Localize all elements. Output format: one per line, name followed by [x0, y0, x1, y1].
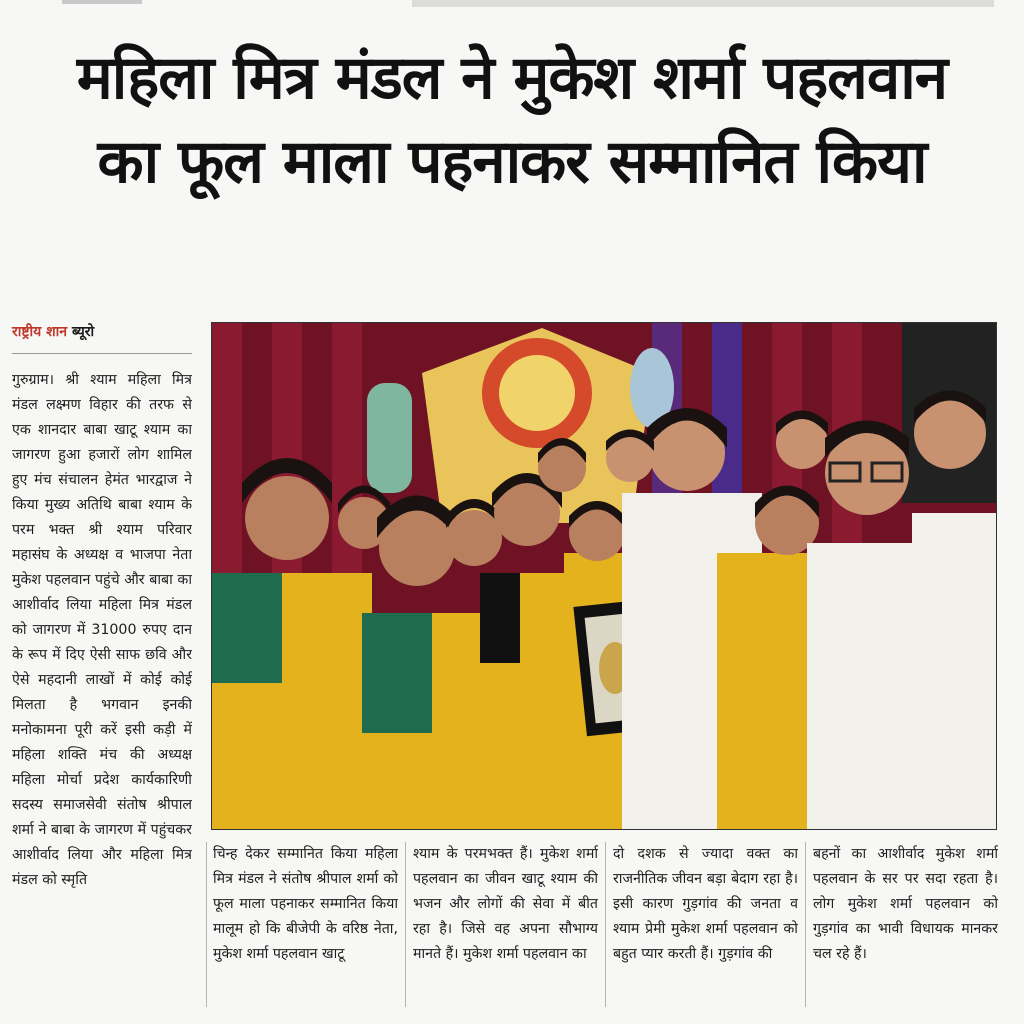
headline-line-2: का फूल माला पहनाकर सम्मानित किया: [97, 127, 927, 197]
ganesha-idol: [367, 383, 412, 493]
byline: [12, 322, 192, 341]
article-column-1: गुरुग्राम। श्री श्याम महिला मित्र मंडल लक्ष्मण विहार की तरफ से एक शानदार बाबा खाटू श्याम का जागरण हुआ हजारों लोग शामिल हुए मंच संचालन हेमंत भारद्वाज ने किया मुख्य अतिथि बाबा श्याम के परम भक्त श्री श्याम परिवार महासंघ के अध्यक्ष व भाजपा नेता मुकेश पहलवान पहुंचे और बाबा का आशीर्वाद लिया महिला मित्र मंडल को जागरण में 31000 रुपए दान के रूप में दिए ऐसी साफ छवि और ऐसे महदानी लाखों में कोई कोई मिलता है भगवान इनकी मनोकामना पूरी करें इसी कड़ी में महिला शक्ति मंच की अध्यक्ष महिला मोर्चा प्रदेश कार्यकारिणी सदस्य समाजसेवी संतोष श्रीपाल शर्मा ने बाबा के जागरण में पहुंचकर आशीर्वाद लिया और महिला मित्र मंडल को स्मृति: [12, 372, 192, 888]
top-page-mark: [62, 0, 142, 4]
top-gray-bar: [412, 0, 994, 7]
column-divider: [805, 842, 806, 1007]
headline-line-1: महिला मित्र मंडल ने मुकेश शर्मा पहलवान: [76, 43, 948, 113]
column-divider: [206, 842, 207, 1007]
news-photo: [211, 322, 997, 830]
article-column-5: बहनों का आशीर्वाद मुकेश शर्मा पहलवान के सर पर सदा रहता है। लोग मुकेश शर्मा पहलवान को गुड़गांव का भावी विधायक मानकर चल रहे हैं।: [813, 846, 998, 962]
headline: [20, 36, 1004, 204]
article-column-3: श्याम के परमभक्त हैं। मुकेश शर्मा पहलवान का जीवन खाटू श्याम की भजन और लोगों की सेवा में बीत रहा है। जिसे वह अपना सौभाग्य मानते हैं। मुकेश शर्मा पहलवान का: [413, 846, 598, 962]
byline-bureau: ब्यूरो: [71, 324, 95, 340]
photo-illustration: [212, 323, 996, 829]
column-divider: [605, 842, 606, 1007]
byline-divider: [12, 353, 192, 354]
deity-image: [499, 355, 575, 431]
men-group: [606, 391, 996, 830]
article-column-2: चिन्ह देकर सम्मानित किया महिला मित्र मंडल ने संतोष श्रीपाल शर्मा को फूल माला पहनाकर सम्मानित किया मालूम हो कि बीजेपी के वरिष्ठ नेता, मुकेश शर्मा पहलवान खाटू: [213, 846, 398, 962]
byline-source: राष्ट्रीय शान: [12, 324, 68, 340]
column-divider: [405, 842, 406, 1007]
top-strip: [0, 0, 1024, 14]
article-column-4: दो दशक से ज्यादा वक्त का राजनीतिक जीवन बड़ा बेदाग रहा है। इसी कारण गुड़गांव की जनता व श्याम प्रेमी मुकेश शर्मा पहलवान को बहुत प्यार करती हैं। गुड़गांव की: [613, 846, 798, 962]
